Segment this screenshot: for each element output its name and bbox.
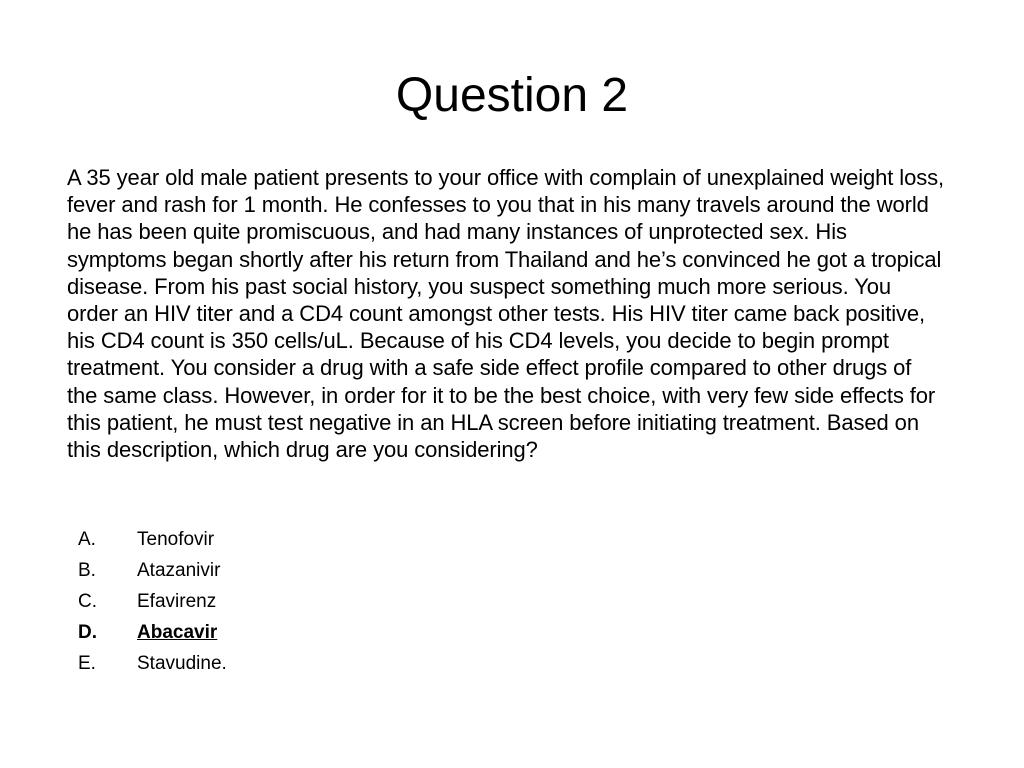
option-a [78, 524, 227, 555]
question-text: A 35 year old male patient presents to your office with complain of unexplained weight loss, fever and rash for 1 month. He confesses to you that in his many travels around the world he has been quite promiscuous, and had many instances of unprotected sex. His symptoms began shortly after his return from Thailand and he’s convinced he got a tropical disease. From his past social history, you suspect something much more serious. You order an HIV titer and a CD4 count amongst other tests. His HIV titer came back positive, his CD4 count is 350 cells/uL. Because of his CD4 levels, you decide to begin prompt treatment. You consider a drug with a safe side effect profile compared to other drugs of the same class. However, in order for it to be the best choice, with very few side effects for this patient, he must test negative in an HLA screen before initiating treatment. Based on this description, which drug are you considering? [67, 165, 945, 463]
option-b [78, 555, 227, 586]
option-letter: B. [78, 560, 96, 581]
option-e [78, 648, 227, 679]
option-letter: A. [78, 529, 96, 550]
slide-title: Question 2 [395, 69, 629, 122]
option-text: Atazanivir [137, 560, 221, 581]
option-text: Stavudine. [137, 653, 227, 674]
answer-options [78, 524, 227, 679]
option-letter: D. [78, 622, 97, 643]
option-d-correct [78, 617, 227, 648]
option-c [78, 586, 227, 617]
option-letter: E. [78, 653, 96, 674]
option-letter: C. [78, 591, 97, 612]
option-text: Efavirenz [137, 591, 217, 612]
option-text: Abacavir [137, 622, 218, 643]
option-text: Tenofovir [137, 529, 215, 550]
